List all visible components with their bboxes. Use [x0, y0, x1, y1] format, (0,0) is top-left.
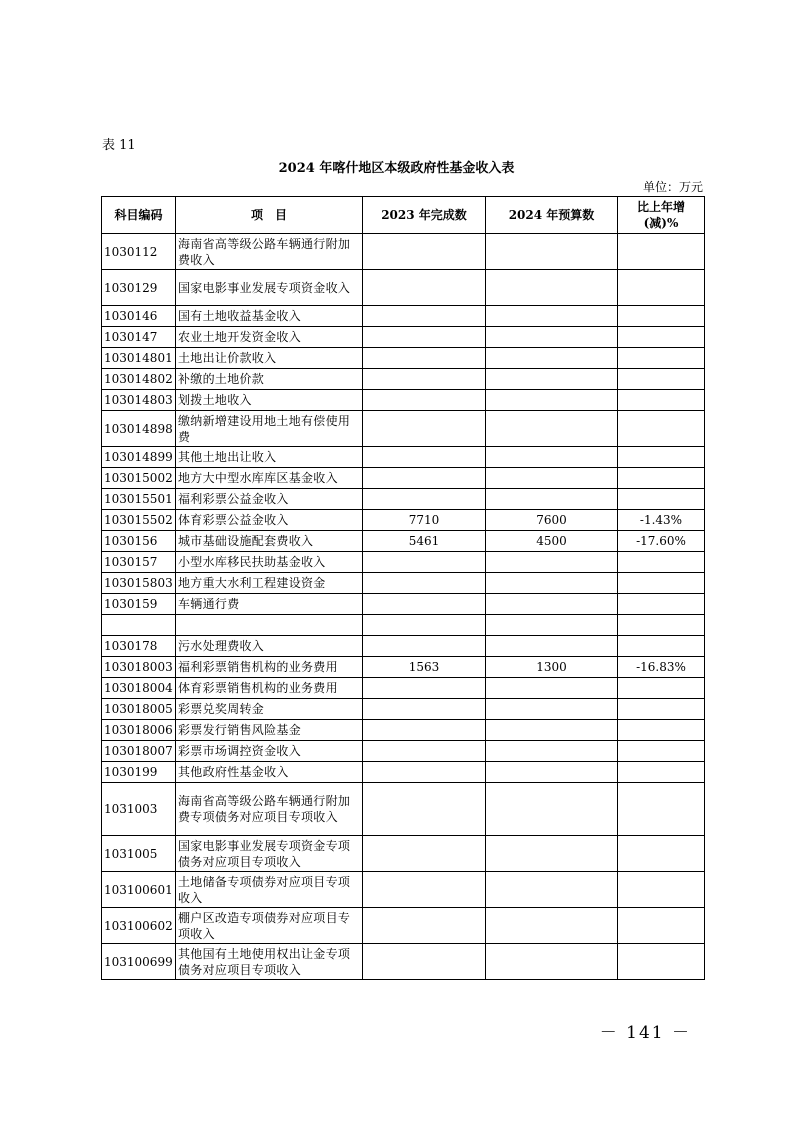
row-2024-value: [486, 390, 618, 411]
row-change-percent: [618, 720, 705, 741]
row-item-name: 棚户区改造专项债券对应项目专项收入: [176, 908, 363, 944]
row-code: 1030199: [102, 762, 176, 783]
row-2024-value: [486, 944, 618, 980]
row-change-percent: [618, 594, 705, 615]
row-code: 103014802: [102, 369, 176, 390]
row-code: 1030178: [102, 636, 176, 657]
row-item-name: 彩票兑奖周转金: [176, 699, 363, 720]
row-code: 103014803: [102, 390, 176, 411]
row-code: 1030159: [102, 594, 176, 615]
row-item-name: 土地出让价款收入: [176, 348, 363, 369]
document-title: 2024 年喀什地区本级政府性基金收入表: [278, 161, 515, 176]
row-change-percent: [618, 699, 705, 720]
row-2024-value: [486, 327, 618, 348]
row-change-percent: [618, 836, 705, 872]
row-code: 103100601: [102, 872, 176, 908]
row-code: 103100699: [102, 944, 176, 980]
row-code: 103018006: [102, 720, 176, 741]
table-row: [102, 783, 705, 836]
row-item-name: 体育彩票公益金收入: [176, 510, 363, 531]
row-change-percent: [618, 447, 705, 468]
row-item-name: [176, 615, 363, 636]
row-code: 1030146: [102, 306, 176, 327]
table-row: [102, 944, 705, 980]
row-change-percent: [618, 872, 705, 908]
row-change-percent: -17.60%: [618, 531, 705, 552]
table-row: [102, 270, 705, 306]
row-2023-value: [363, 636, 486, 657]
row-2024-value: [486, 552, 618, 573]
row-2023-value: [363, 615, 486, 636]
row-2024-value: [486, 636, 618, 657]
row-code: 1030156: [102, 531, 176, 552]
row-2023-value: [363, 944, 486, 980]
table-row: [102, 327, 705, 348]
row-item-name: 海南省高等级公路车辆通行附加费收入: [176, 234, 363, 270]
row-2024-value: [486, 783, 618, 836]
row-change-percent: [618, 678, 705, 699]
row-code: 1030112: [102, 234, 176, 270]
row-item-name: 福利彩票公益金收入: [176, 489, 363, 510]
row-code: 103018003: [102, 657, 176, 678]
revenue-table: [101, 196, 705, 980]
row-2023-value: [363, 348, 486, 369]
row-2024-value: [486, 306, 618, 327]
table-row: [102, 552, 705, 573]
row-item-name: 车辆通行费: [176, 594, 363, 615]
row-2023-value: [363, 594, 486, 615]
row-item-name: 国家电影事业发展专项资金收入: [176, 270, 363, 306]
row-change-percent: [618, 741, 705, 762]
row-change-percent: [618, 390, 705, 411]
row-code: 103014898: [102, 411, 176, 447]
row-code: 103100602: [102, 908, 176, 944]
unit-label: 单位：万元: [642, 180, 703, 194]
row-2024-value: [486, 720, 618, 741]
row-item-name: 其他国有土地使用权出让金专项债务对应项目专项收入: [176, 944, 363, 980]
header-2023: 2023 年完成数: [363, 197, 486, 234]
header-item: 项 目: [176, 197, 363, 234]
table-row: [102, 762, 705, 783]
row-change-percent: [618, 636, 705, 657]
row-2024-value: [486, 594, 618, 615]
row-2023-value: 1563: [363, 657, 486, 678]
row-change-percent: [618, 411, 705, 447]
row-code: 103018004: [102, 678, 176, 699]
row-item-name: 农业土地开发资金收入: [176, 327, 363, 348]
row-2023-value: 5461: [363, 531, 486, 552]
row-change-percent: [618, 306, 705, 327]
row-item-name: 地方大中型水库库区基金收入: [176, 468, 363, 489]
row-2023-value: [363, 369, 486, 390]
table-row: [102, 234, 705, 270]
row-2023-value: [363, 836, 486, 872]
table-number-label: 表 11: [102, 138, 136, 153]
row-2023-value: [363, 234, 486, 270]
header-change: 比上年增(减)%: [618, 197, 705, 234]
row-2024-value: 1300: [486, 657, 618, 678]
row-2024-value: [486, 908, 618, 944]
table-row: [102, 594, 705, 615]
table-row: [102, 741, 705, 762]
table-row: [102, 468, 705, 489]
row-2023-value: [363, 720, 486, 741]
row-2024-value: [486, 489, 618, 510]
row-change-percent: [618, 270, 705, 306]
row-2023-value: [363, 678, 486, 699]
row-change-percent: [618, 468, 705, 489]
row-item-name: 划拨土地收入: [176, 390, 363, 411]
row-change-percent: [618, 762, 705, 783]
row-change-percent: [618, 908, 705, 944]
row-change-percent: [618, 552, 705, 573]
row-2023-value: [363, 411, 486, 447]
row-change-percent: -16.83%: [618, 657, 705, 678]
row-item-name: 补缴的土地价款: [176, 369, 363, 390]
row-2024-value: [486, 836, 618, 872]
row-item-name: 缴纳新增建设用地土地有偿使用费: [176, 411, 363, 447]
row-item-name: 土地储备专项债券对应项目专项收入: [176, 872, 363, 908]
table-row: [102, 489, 705, 510]
row-code: 1030129: [102, 270, 176, 306]
row-change-percent: [618, 783, 705, 836]
row-2023-value: [363, 872, 486, 908]
row-code: 103018005: [102, 699, 176, 720]
row-code: 103015501: [102, 489, 176, 510]
header-2024: 2024 年预算数: [486, 197, 618, 234]
table-row: [102, 872, 705, 908]
row-item-name: 海南省高等级公路车辆通行附加费专项债务对应项目专项收入: [176, 783, 363, 836]
row-change-percent: [618, 369, 705, 390]
row-2023-value: [363, 699, 486, 720]
row-change-percent: [618, 573, 705, 594]
row-item-name: 国有土地收益基金收入: [176, 306, 363, 327]
row-2023-value: [363, 783, 486, 836]
row-2023-value: [363, 762, 486, 783]
row-2023-value: [363, 327, 486, 348]
row-2023-value: [363, 447, 486, 468]
table-row: [102, 306, 705, 327]
header-code: 科目编码: [102, 197, 176, 234]
row-code: [102, 615, 176, 636]
row-code: 103014899: [102, 447, 176, 468]
row-2023-value: [363, 908, 486, 944]
row-2024-value: [486, 234, 618, 270]
row-2024-value: [486, 270, 618, 306]
row-2024-value: [486, 468, 618, 489]
row-code: 103015002: [102, 468, 176, 489]
table-row: [102, 390, 705, 411]
row-2023-value: [363, 306, 486, 327]
row-change-percent: -1.43%: [618, 510, 705, 531]
row-code: 103015803: [102, 573, 176, 594]
row-2024-value: [486, 762, 618, 783]
row-2024-value: [486, 699, 618, 720]
row-item-name: 彩票发行销售风险基金: [176, 720, 363, 741]
row-item-name: 城市基础设施配套费收入: [176, 531, 363, 552]
row-code: 1030157: [102, 552, 176, 573]
row-change-percent: [618, 327, 705, 348]
row-2024-value: [486, 411, 618, 447]
row-2023-value: [363, 489, 486, 510]
row-2023-value: [363, 573, 486, 594]
table-row: [102, 699, 705, 720]
row-item-name: 其他政府性基金收入: [176, 762, 363, 783]
row-item-name: 国家电影事业发展专项资金专项债务对应项目专项收入: [176, 836, 363, 872]
row-item-name: 福利彩票销售机构的业务费用: [176, 657, 363, 678]
row-2023-value: 7710: [363, 510, 486, 531]
row-2023-value: [363, 468, 486, 489]
row-item-name: 彩票市场调控资金收入: [176, 741, 363, 762]
row-2024-value: [486, 369, 618, 390]
row-change-percent: [618, 944, 705, 980]
table-row: [102, 573, 705, 594]
row-2024-value: [486, 872, 618, 908]
table-row: [102, 348, 705, 369]
row-item-name: 体育彩票销售机构的业务费用: [176, 678, 363, 699]
row-item-name: 其他土地出让收入: [176, 447, 363, 468]
table-header-row: [102, 197, 705, 234]
row-code: 103018007: [102, 741, 176, 762]
table-row: [102, 636, 705, 657]
table-row: [102, 615, 705, 636]
row-code: 1031005: [102, 836, 176, 872]
table-row: [102, 447, 705, 468]
row-2024-value: [486, 678, 618, 699]
row-2024-value: [486, 573, 618, 594]
row-change-percent: [618, 615, 705, 636]
row-change-percent: [618, 348, 705, 369]
table-row: [102, 531, 705, 552]
table-row: [102, 510, 705, 531]
row-change-percent: [618, 489, 705, 510]
row-item-name: 小型水库移民扶助基金收入: [176, 552, 363, 573]
table-row: [102, 720, 705, 741]
page-number: － 141 －: [599, 1023, 691, 1043]
row-2023-value: [363, 270, 486, 306]
table-row: [102, 836, 705, 872]
table-row: [102, 411, 705, 447]
row-item-name: 地方重大水利工程建设资金: [176, 573, 363, 594]
row-2024-value: 4500: [486, 531, 618, 552]
row-code: 1030147: [102, 327, 176, 348]
row-2023-value: [363, 552, 486, 573]
row-2023-value: [363, 390, 486, 411]
row-2024-value: [486, 447, 618, 468]
table-row: [102, 678, 705, 699]
row-2024-value: [486, 741, 618, 762]
row-2023-value: [363, 741, 486, 762]
row-code: 103015502: [102, 510, 176, 531]
table-row: [102, 908, 705, 944]
row-code: 103014801: [102, 348, 176, 369]
table-row: [102, 657, 705, 678]
row-item-name: 污水处理费收入: [176, 636, 363, 657]
row-change-percent: [618, 234, 705, 270]
row-code: 1031003: [102, 783, 176, 836]
row-2024-value: [486, 348, 618, 369]
row-2024-value: 7600: [486, 510, 618, 531]
row-2024-value: [486, 615, 618, 636]
table-row: [102, 369, 705, 390]
